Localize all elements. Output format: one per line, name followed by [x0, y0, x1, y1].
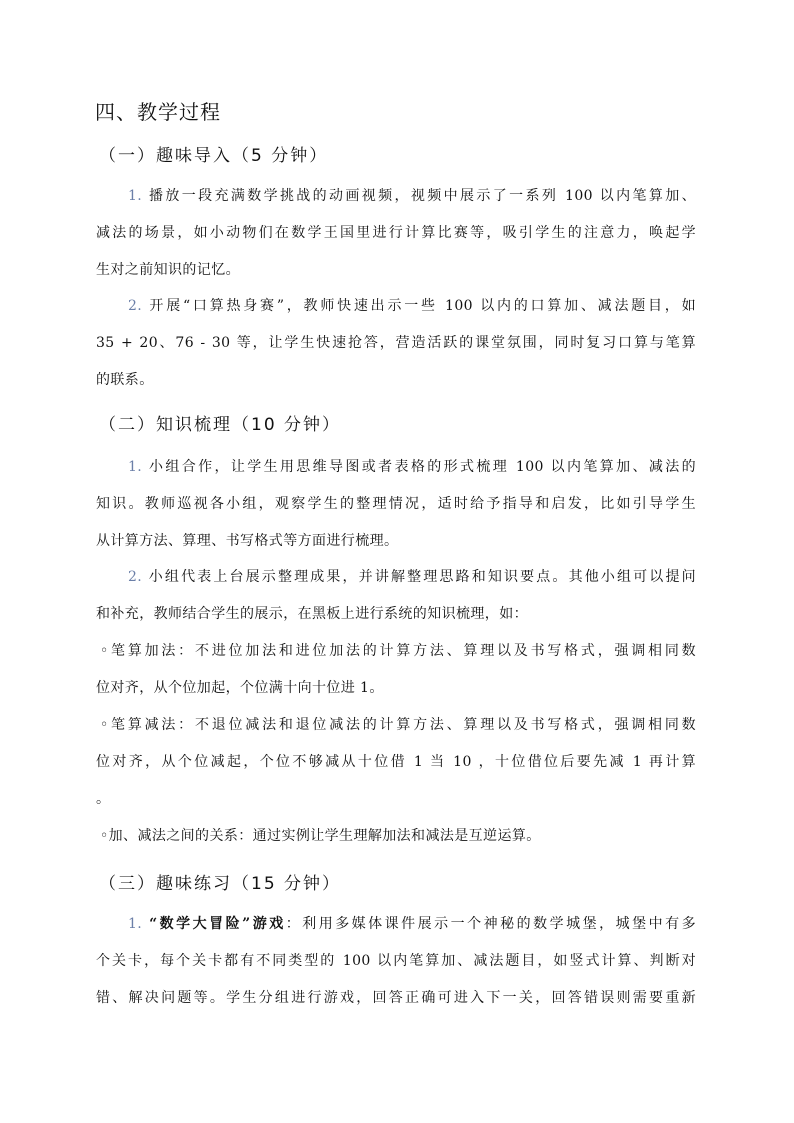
paragraph-text: ：利用多媒体课件展示一个神秘的数学城堡，城堡中有多: [285, 916, 696, 932]
paragraph-text: 小组合作，让学生用思维导图或者表格的形式梳理 100 以内笔算加、减法的: [149, 459, 696, 475]
paragraph-line: 生对之前知识的记忆。: [96, 262, 240, 278]
list-number: 1.: [128, 916, 143, 932]
subsection-title-practice: （三）趣味练习（15 分钟）: [99, 874, 342, 894]
paragraph-line: 位对齐，从个位减起，个位不够减从十位借 1 当 10 ，十位借位后要先减 1 再计算: [96, 754, 696, 770]
paragraph-line: 知识。教师巡视各小组，观察学生的整理情况，适时给予指导和启发，比如引导学生: [96, 496, 696, 512]
paragraph-line: ◦加、减法之间的关系：通过实例让学生理解加法和减法是互逆运算。: [100, 828, 541, 844]
paragraph-line: [96, 912, 696, 949]
bullet-addition: [96, 639, 696, 713]
list-number: 2.: [128, 569, 143, 585]
paragraph-line: 个关卡，每个关卡都有不同类型的 100 以内笔算加、减法题目，如竖式计算、判断对: [96, 953, 696, 969]
paragraph-line: 和补充，教师结合学生的展示，在黑板上进行系统的知识梳理，如：: [96, 606, 528, 622]
paragraph-text: 开展“口算热身赛”，教师快速出示一些 100 以内的口算加、减法题目，如: [149, 298, 696, 314]
intro-paragraph-1: [96, 184, 696, 295]
section-title: 四、教学过程: [95, 100, 221, 124]
game-name: “数学大冒险”游戏: [149, 916, 286, 932]
paragraph-line: [96, 294, 696, 331]
review-paragraph-1: [96, 455, 696, 566]
list-number: 2.: [128, 298, 143, 314]
subsection-title-review: （二）知识梳理（10 分钟）: [99, 415, 342, 435]
paragraph-line: 位对齐，从个位加起，个位满十向十位进 1。: [96, 680, 384, 696]
paragraph-line: [96, 565, 696, 602]
paragraph-line: 。: [96, 791, 111, 807]
bullet-subtraction: [96, 713, 696, 824]
practice-paragraph-1: [96, 912, 696, 1023]
bullet-relationship: [96, 824, 696, 861]
list-number: 1.: [128, 188, 143, 204]
paragraph-line: 减法的场景，如小动物们在数学王国里进行计算比赛等，吸引学生的注意力，唤起学: [96, 225, 696, 241]
paragraph-line: ◦笔算减法：不退位减法和退位减法的计算方法、算理以及书写格式，强调相同数: [100, 717, 696, 733]
paragraph-text: 播放一段充满数学挑战的动画视频，视频中展示了一系列 100 以内笔算加、: [149, 188, 696, 204]
review-paragraph-2: [96, 565, 696, 639]
intro-paragraph-2: [96, 294, 696, 405]
list-number: 1.: [128, 459, 143, 475]
paragraph-text: 小组代表上台展示整理成果，并讲解整理思路和知识要点。其他小组可以提问: [148, 569, 696, 585]
paragraph-line: ◦笔算加法：不进位加法和进位加法的计算方法、算理以及书写格式，强调相同数: [100, 643, 696, 659]
paragraph-line: [96, 455, 696, 492]
paragraph-line: [96, 184, 696, 221]
paragraph-line: 从计算方法、算理、书写格式等方面进行梳理。: [96, 533, 399, 549]
paragraph-line: 错、解决问题等。学生分组进行游戏，回答正确可进入下一关，回答错误则需要重新: [96, 990, 696, 1006]
paragraph-line: 的联系。: [96, 372, 154, 388]
paragraph-line: 35 + 20、76 - 30 等，让学生快速抢答，营造活跃的课堂氛围，同时复习口算与笔算: [96, 335, 696, 351]
subsection-title-intro: （一）趣味导入（5 分钟）: [99, 146, 329, 166]
